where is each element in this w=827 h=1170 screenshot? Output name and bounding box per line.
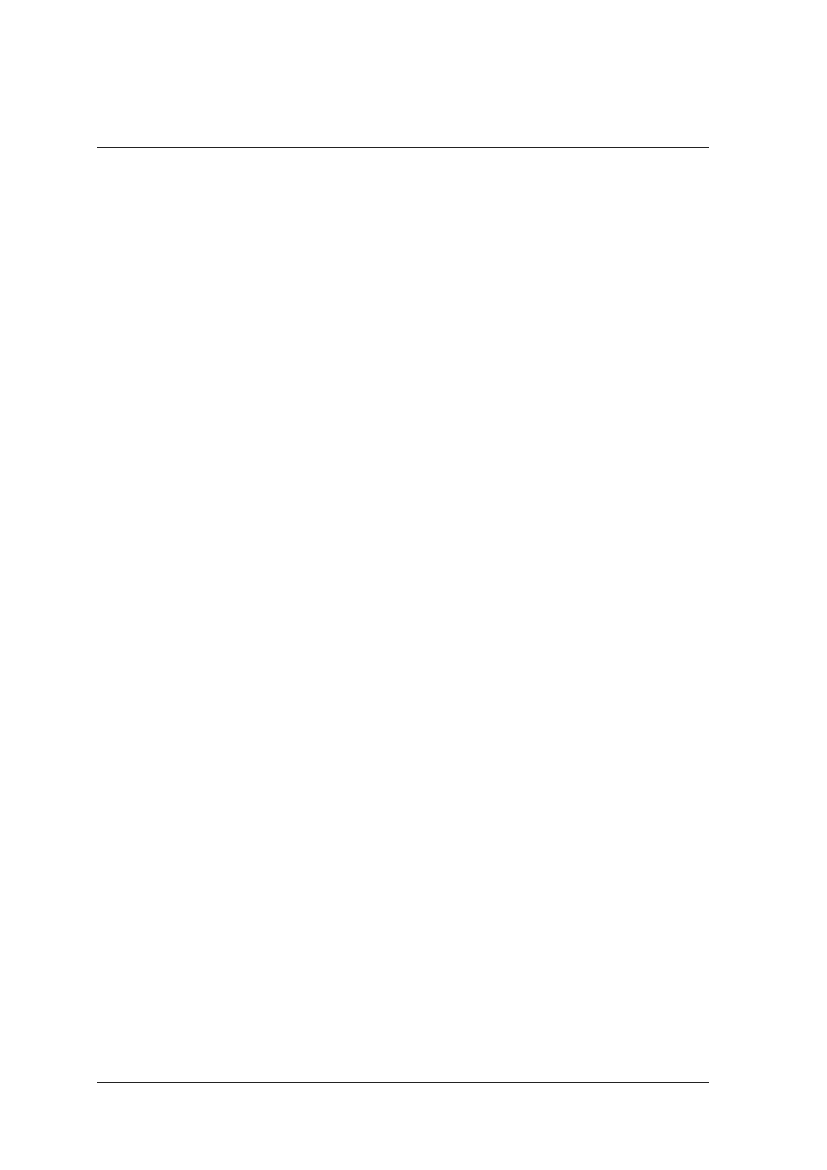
footer-rule [97, 1082, 709, 1083]
header-rule [97, 147, 709, 148]
page-header [97, 129, 709, 145]
